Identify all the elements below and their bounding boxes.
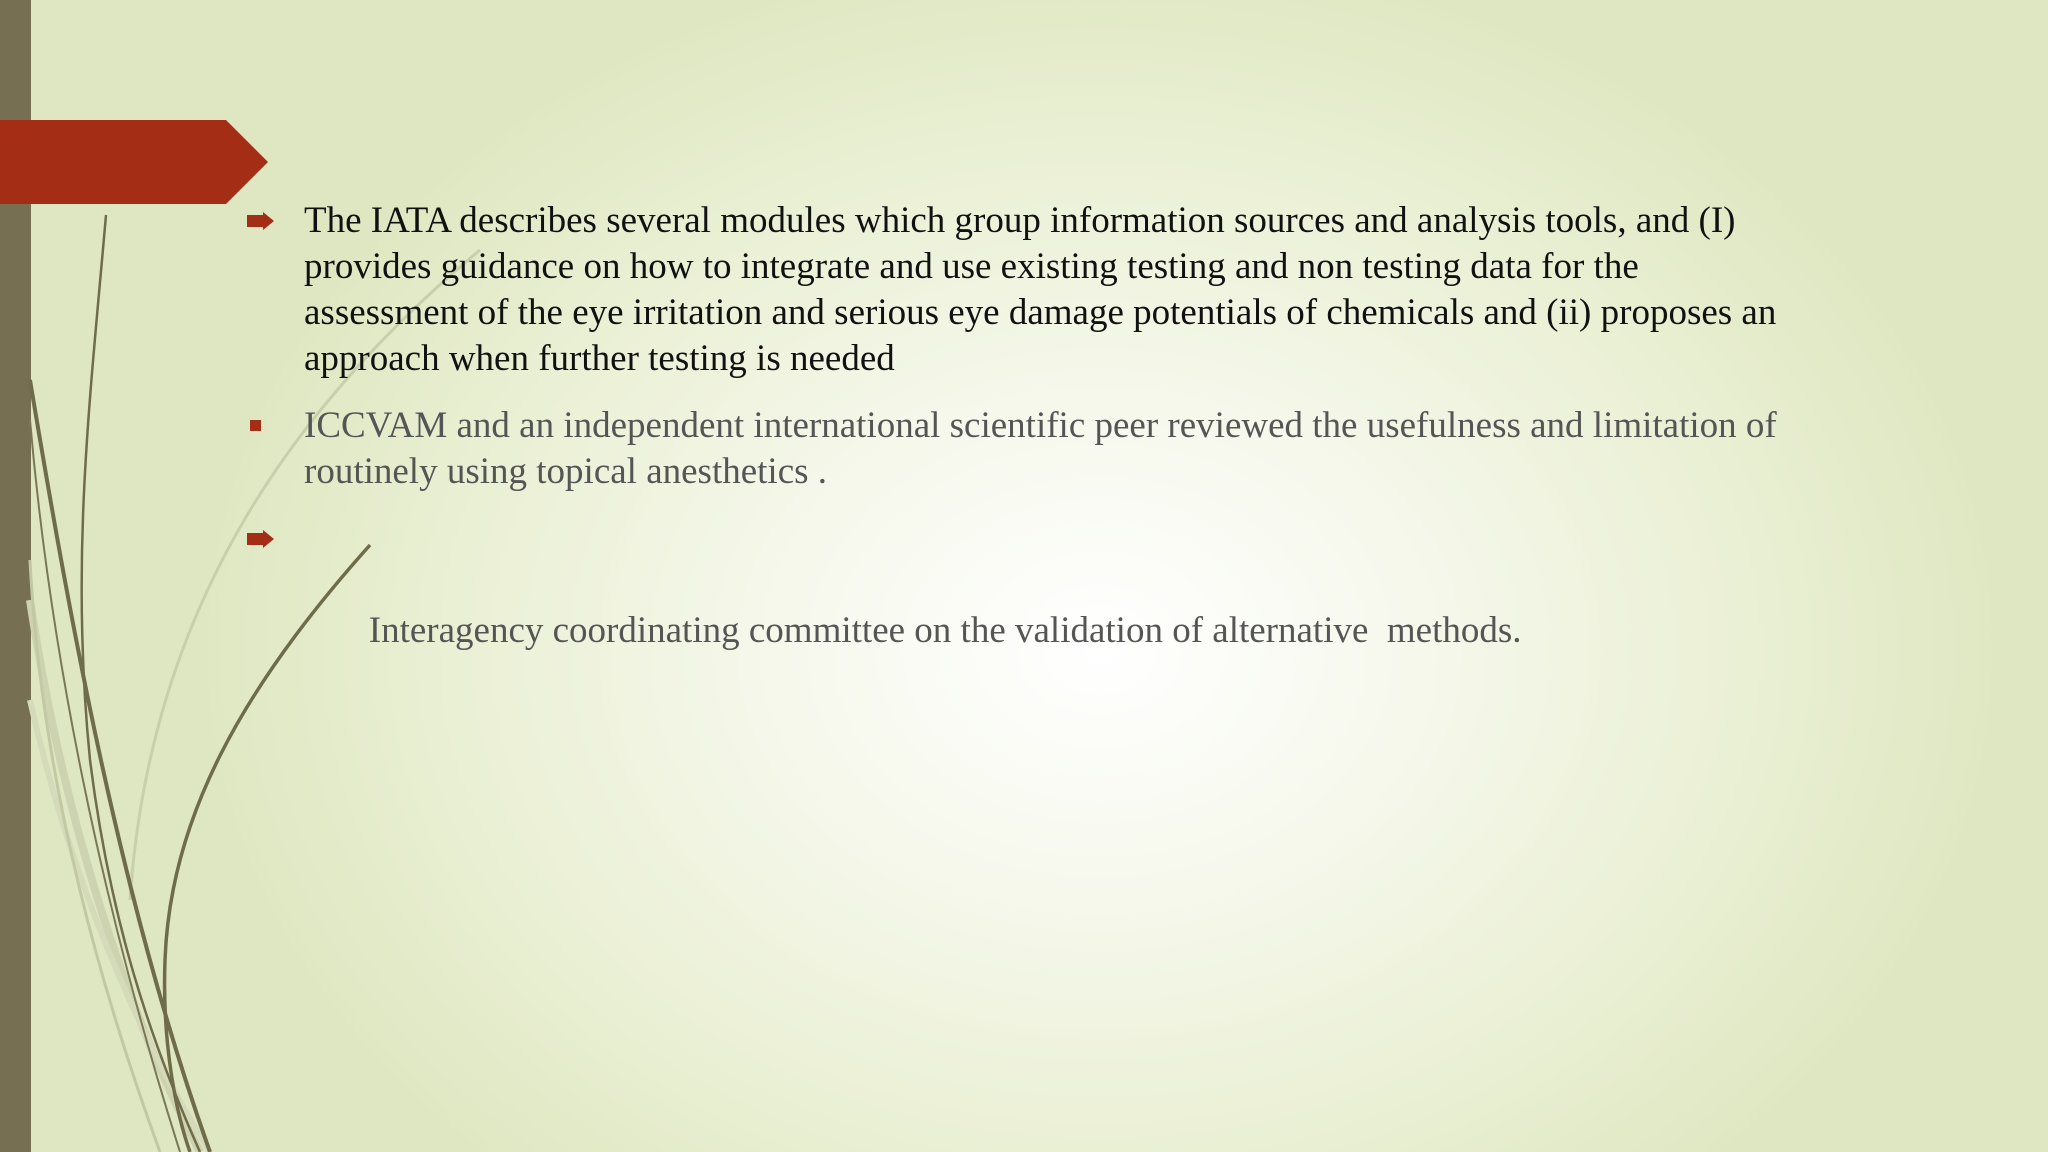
square-bullet-icon: [250, 420, 261, 431]
arrow-bullet-icon: [246, 211, 276, 231]
bullet-list: [246, 198, 1806, 721]
bullet-text: Interagency coordinating committee on the validation of alternative methods.: [359, 610, 1522, 651]
arrow-bullet-icon: [246, 529, 276, 549]
bullet-item-iccvam: [246, 403, 1806, 495]
bullet-item-interagency: [246, 516, 1806, 700]
bullet-text: ICCVAM and an independent international scientific peer reviewed the usefulness and limitation of routinely using topical anesthetics .: [304, 405, 1777, 492]
bullet-item-iata: [246, 198, 1806, 382]
bullet-text: The IATA describes several modules which group information sources and analysis tools, and (I) provides guidance on how to integrate and use existing testing and non testing data for the assessment of the eye irritation and serious eye damage potentials of chemicals and (ii) proposes an approach when further testing is needed: [304, 200, 1777, 379]
title-banner-arrow: [0, 120, 268, 204]
